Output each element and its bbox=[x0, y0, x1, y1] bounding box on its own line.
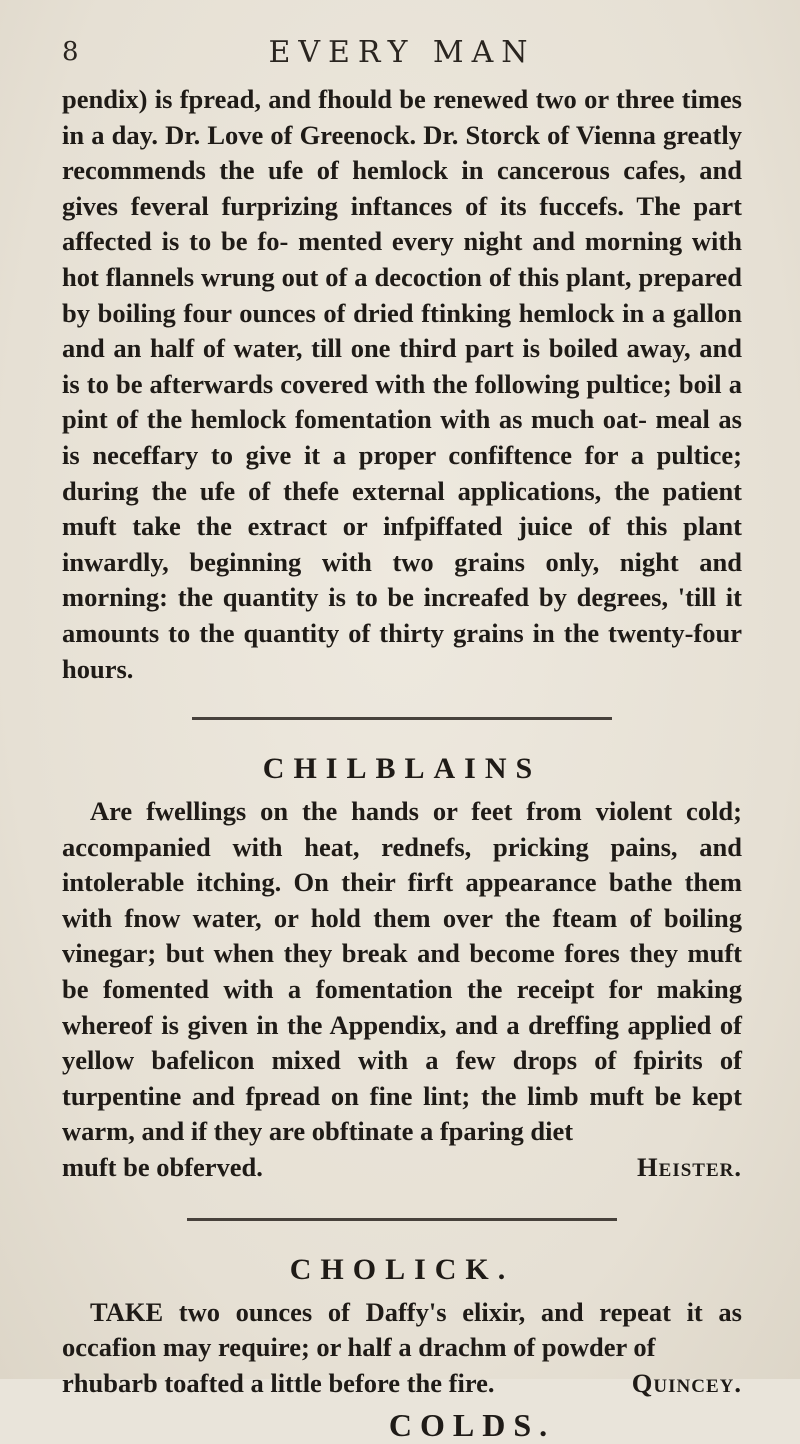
text-line: the twenty-four hours. bbox=[62, 617, 742, 684]
text-line: out of a decoction of this plant, prepared by boiling four bbox=[62, 261, 742, 328]
text-line: muft be fomented with a fomentation the receipt for bbox=[62, 938, 742, 1005]
text-line: Dr. Storck of Vienna greatly recommends the ufe of bbox=[62, 119, 742, 186]
closing-text: muft be obferved. bbox=[62, 1152, 263, 1183]
text-line: meal as is neceffary to give it a proper confiftence for a bbox=[62, 404, 742, 470]
text-line: applied of yellow bafelicon mixed with a few drops of bbox=[62, 1009, 742, 1076]
text-line: a pint of the hemlock fomentation with as much oat- bbox=[62, 368, 742, 435]
text-line: inftances of its fuccefs. The part affected is to be fo- bbox=[62, 190, 742, 257]
page-number: 8 bbox=[62, 37, 79, 67]
text-line: making whereof is given in the Appendix, and a dreffing bbox=[62, 974, 742, 1040]
author-signature: Heister. bbox=[637, 1152, 742, 1183]
text-line: times in a day. Dr. Love of Greenock. bbox=[62, 84, 742, 150]
text-line: accompanied with heat, rednefs, pricking pains, and bbox=[62, 831, 742, 862]
page-content bbox=[62, 22, 742, 1444]
heading-colds: COLDS. bbox=[388, 1407, 556, 1444]
paragraph-hemlock bbox=[62, 82, 742, 687]
paragraph-cholick bbox=[62, 1295, 742, 1366]
text-line: this plant inwardly, beginning with two grains only, bbox=[62, 511, 742, 577]
text-line: fpirits of turpentine and fpread on fine lint; the limb muft bbox=[62, 1045, 743, 1111]
text-line: with fnow water, or hold them over the fteam of boiling bbox=[62, 902, 742, 933]
text-line: hemlock in cancerous cafes, and gives feveral furprizing bbox=[62, 155, 742, 221]
text-line: degrees, 'till it amounts to the quantity of thirty grains in bbox=[62, 582, 742, 648]
text-line: to be afterwards covered with the following pultice; boil bbox=[86, 368, 729, 399]
text-line: TAKE two ounces of Daffy's elixir, and repeat it bbox=[90, 1296, 719, 1327]
text-line: night and morning: the quantity is to be increafed by bbox=[62, 546, 742, 613]
closing-text: rhubarb toafted a little before the fire. bbox=[62, 1367, 495, 1398]
section-divider bbox=[187, 1218, 617, 1221]
text-line: Are fwellings on the hands or feet from violent cold; bbox=[90, 796, 742, 827]
author-signature: Quincey. bbox=[631, 1367, 742, 1398]
text-line: as occafion may require; or half a drachm of powder of bbox=[62, 1296, 742, 1363]
cholick-closing-line bbox=[62, 1366, 742, 1402]
running-head-title: EVERY MAN bbox=[268, 34, 536, 70]
running-head bbox=[62, 22, 742, 82]
chilblains-closing-line bbox=[62, 1150, 742, 1186]
paragraph-chilblains bbox=[62, 794, 742, 1150]
text-line: ounces of dried ftinking hemlock in a gallon and an bbox=[62, 297, 743, 364]
text-line: pultice; during the ufe of thefe external applications, bbox=[62, 439, 742, 506]
text-line: intolerable itching. On their firft appearance bathe them bbox=[62, 867, 742, 898]
text-line: pendix) is fpread, and fhould be renewed two or three bbox=[62, 84, 682, 114]
text-line: half of water, till one third part is boiled away, and is bbox=[62, 333, 742, 399]
heading-chilblains: CHILBLAINS bbox=[262, 752, 542, 786]
text-line: vinegar; but when they break and become fores they bbox=[62, 938, 688, 969]
section-divider bbox=[192, 717, 612, 720]
text-line: be kept warm, and if they are obftinate a fparing diet bbox=[62, 1080, 742, 1147]
text-line: the patient muft take the extract or infpiffated juice of bbox=[62, 475, 743, 542]
heading-cholick: CHOLICK. bbox=[289, 1252, 515, 1286]
text-line: mented every night and morning with hot flannels wrung bbox=[62, 226, 742, 292]
